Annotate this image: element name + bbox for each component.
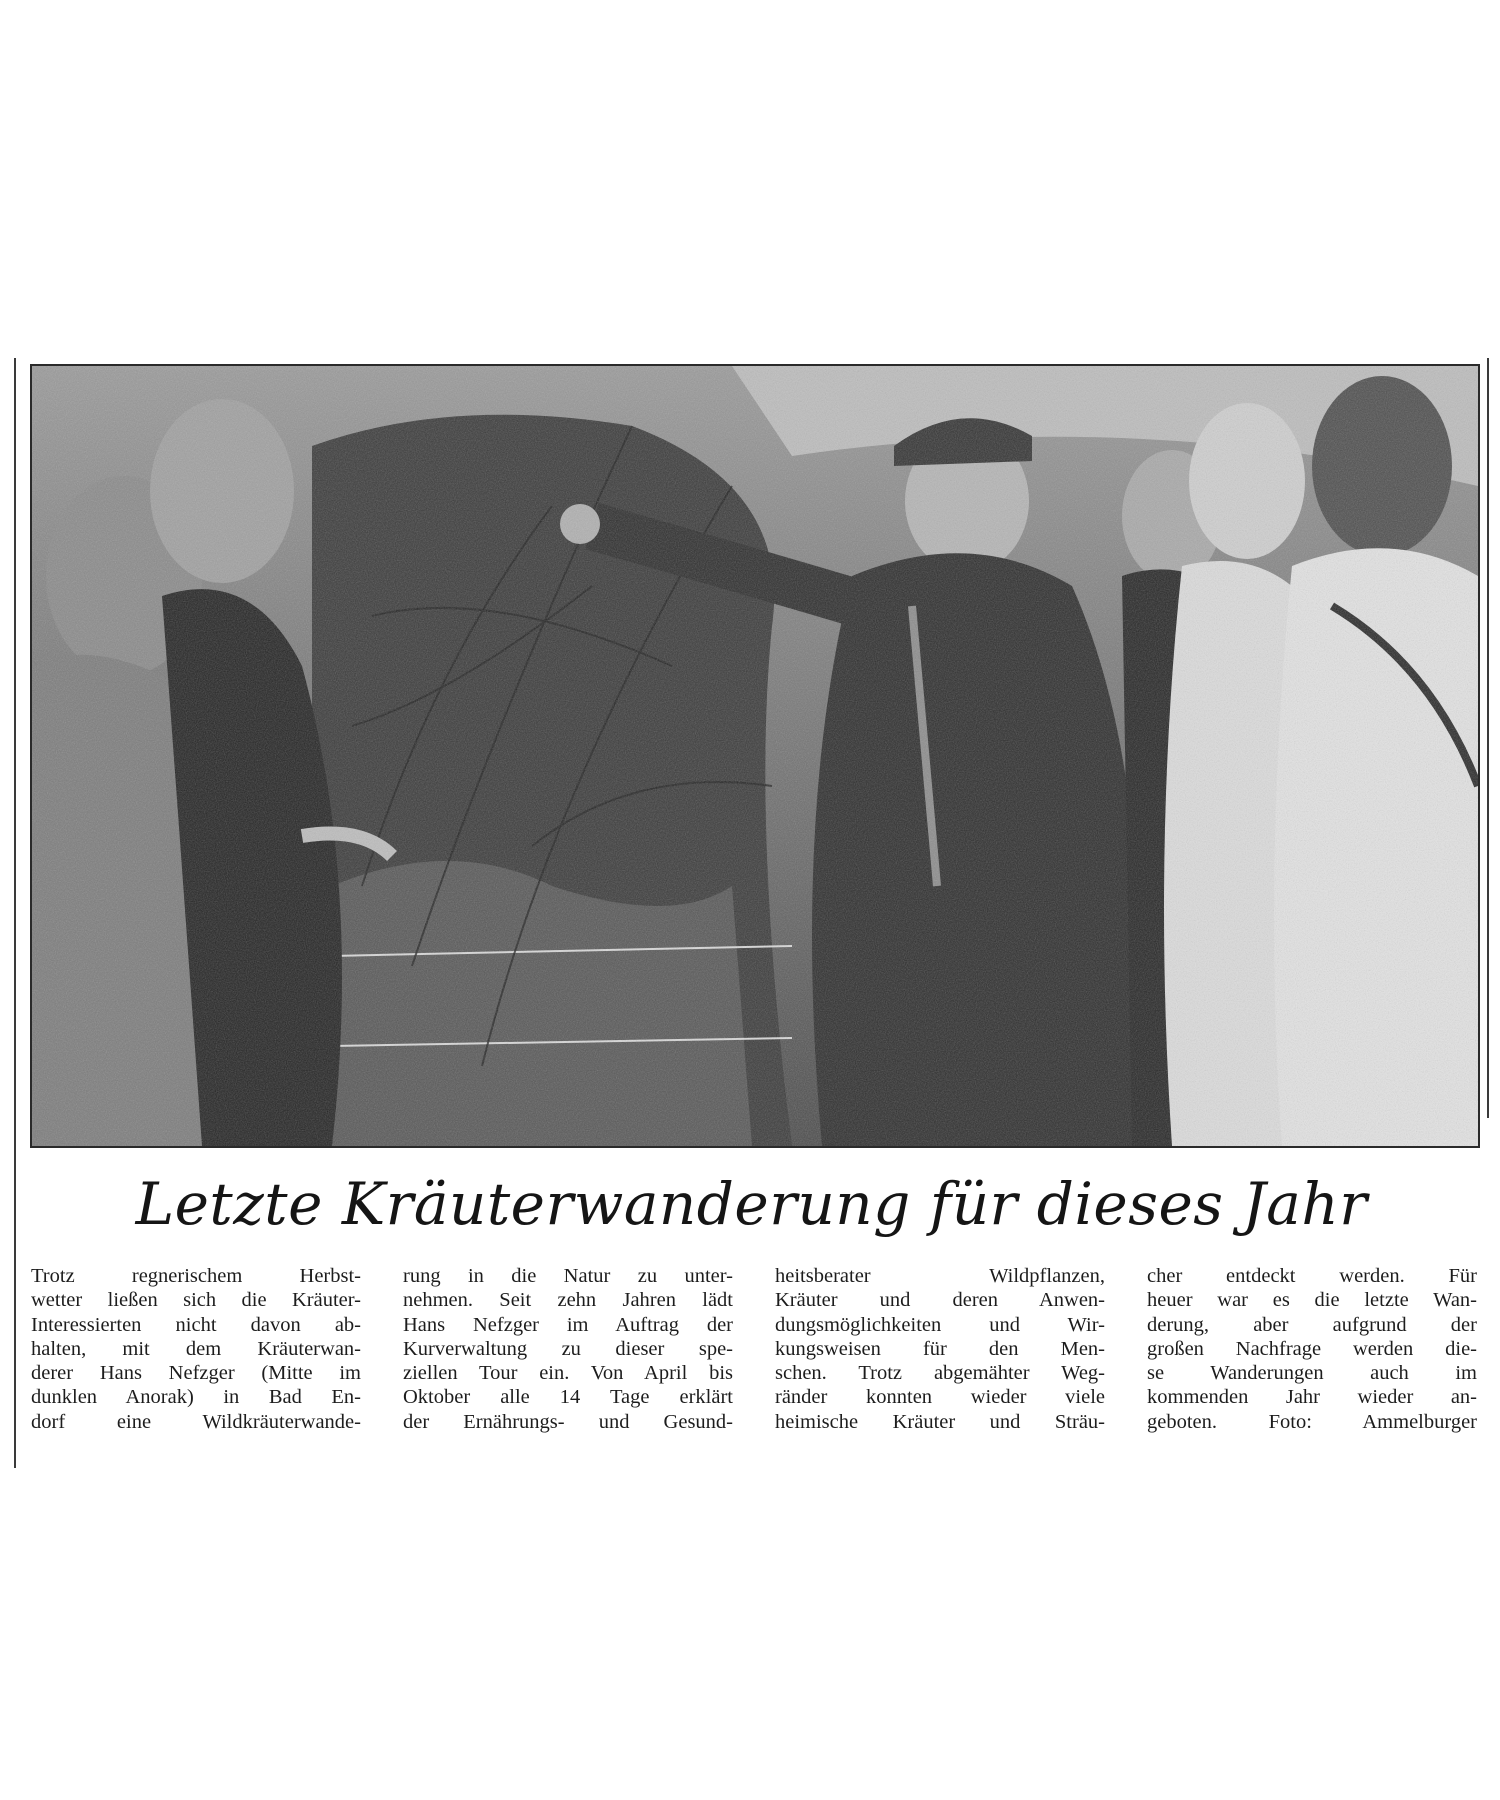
article-body [31, 1264, 1477, 1434]
text-line: se Wanderungen auch im [1147, 1362, 1477, 1385]
article-headline: Letzte Kräuterwanderung für dieses Jahr [135, 1170, 1368, 1238]
newspaper-clipping [14, 358, 1489, 1478]
text-line: rung in die Natur zu unter- [403, 1265, 733, 1287]
text-line: kungsweisen für den Men- [775, 1337, 1105, 1360]
text-line: heuer war es die letzte Wan- [1147, 1289, 1477, 1312]
article-column-4 [1147, 1264, 1477, 1434]
text-line: Interessierten nicht davon ab- [31, 1313, 361, 1336]
text-line: Oktober alle 14 Tage erklärt [403, 1386, 733, 1409]
text-line: dunklen Anorak) in Bad En- [31, 1386, 361, 1409]
text-line: nehmen. Seit zehn Jahren lädt [403, 1289, 733, 1312]
text-line: heimische Kräuter und Sträu- [775, 1410, 1105, 1433]
text-line: halten, mit dem Kräuterwan- [31, 1337, 361, 1360]
text-line: derer Hans Nefzger (Mitte im [31, 1362, 361, 1385]
text-line: kommenden Jahr wieder an- [1147, 1386, 1477, 1409]
text-line: ränder konnten wieder viele [775, 1386, 1105, 1409]
text-line: derung, aber aufgrund der [1147, 1313, 1477, 1336]
column-rule-left [14, 358, 16, 1468]
text-line: Kräuter und deren Anwen- [775, 1289, 1105, 1312]
text-line: cher entdeckt werden. Für [1147, 1265, 1477, 1287]
photo-illustration [32, 366, 1478, 1146]
column-rule-right [1487, 358, 1489, 1118]
text-line: ziellen Tour ein. Von April bis [403, 1362, 733, 1385]
text-line: dorf eine Wildkräuterwande- [31, 1410, 361, 1433]
text-line: dungsmöglichkeiten und Wir- [775, 1313, 1105, 1336]
text-line: großen Nachfrage werden die- [1147, 1337, 1477, 1360]
text-line: schen. Trotz abgemähter Weg- [775, 1362, 1105, 1385]
text-line: Hans Nefzger im Auftrag der [403, 1313, 733, 1336]
text-line: der Ernährungs- und Gesund- [403, 1410, 733, 1433]
article-column-2 [403, 1264, 733, 1434]
article-photo [30, 364, 1480, 1148]
text-line: heitsberater Wildpflanzen, [775, 1265, 1105, 1287]
text-line: Trotz regnerischem Herbst- [31, 1265, 361, 1287]
text-line: Kurverwaltung zu dieser spe- [403, 1337, 733, 1360]
article-column-1 [31, 1264, 361, 1434]
article-column-3 [775, 1264, 1105, 1434]
photo-credit-line: geboten. Foto: Ammelburger [1147, 1410, 1477, 1433]
text-line: wetter ließen sich die Kräuter- [31, 1289, 361, 1312]
